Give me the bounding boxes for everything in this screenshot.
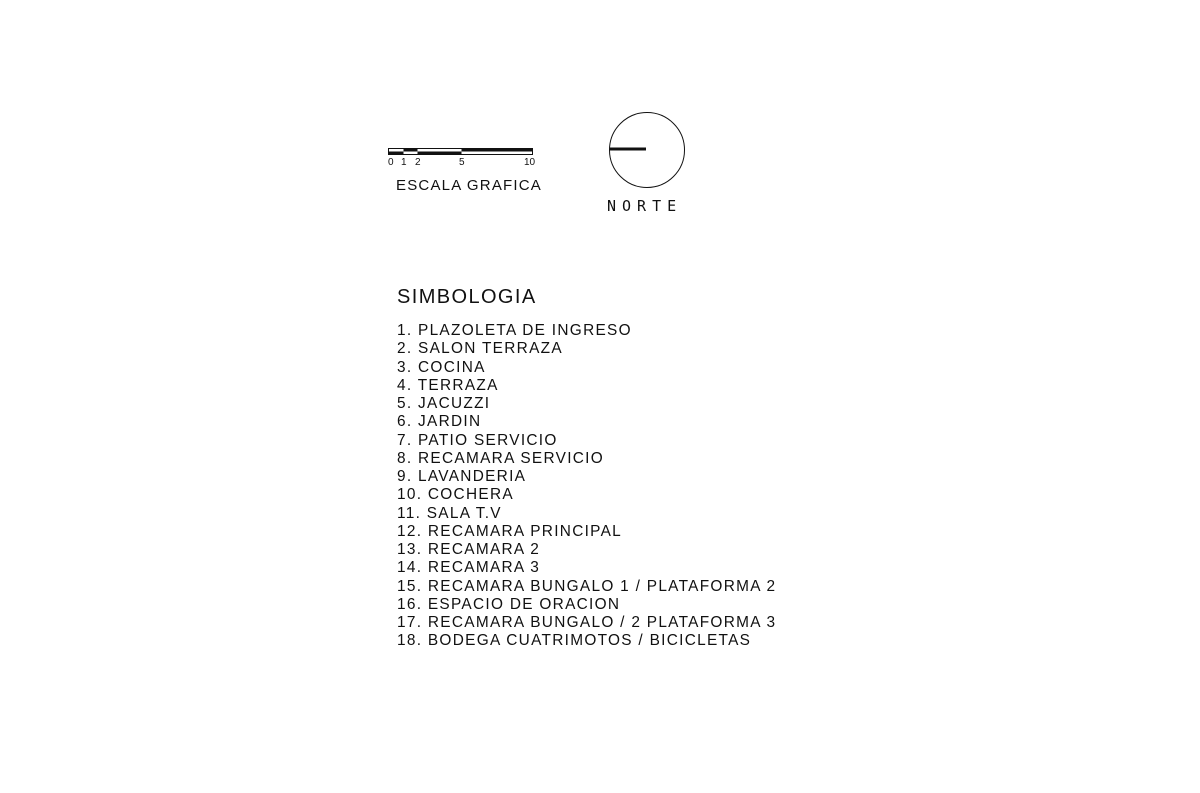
north-label: NORTE — [607, 197, 683, 215]
legend-item: 13. RECAMARA 2 — [397, 541, 541, 558]
scale-tick-label: 10 — [524, 157, 536, 168]
scale-tick-label: 1 — [401, 157, 407, 168]
legend-item: 18. BODEGA CUATRIMOTOS / BICICLETAS — [397, 632, 752, 650]
legend-item: 8. RECAMARA SERVICIO — [397, 449, 605, 467]
scale-tick-label: 2 — [415, 157, 421, 168]
legend-item: 15. RECAMARA BUNGALO 1 / PLATAFORMA 2 — [397, 577, 777, 595]
graphic-scale-bar — [386, 145, 536, 169]
scale-segment-1-2 — [404, 149, 418, 152]
legend-item: 10. COCHERA — [397, 486, 514, 504]
legend-title: SIMBOLOGIA — [397, 286, 537, 308]
legend-item: 16. ESPACIO DE ORACION — [397, 595, 621, 613]
legend-item: 12. RECAMARA PRINCIPAL — [397, 522, 623, 540]
legend-item: 7. PATIO SERVICIO — [397, 431, 558, 449]
legend-item: 3. COCINA — [397, 358, 486, 376]
scale-caption: ESCALA GRAFICA — [396, 177, 543, 194]
legend-item: 17. RECAMARA BUNGALO / 2 PLATAFORMA 3 — [397, 614, 777, 631]
legend-item: 2. SALON TERRAZA — [397, 340, 563, 358]
legend-item: 5. JACUZZI — [397, 395, 491, 412]
legend-item: 14. RECAMARA 3 — [397, 559, 541, 577]
scale-segment-0-1 — [389, 152, 404, 155]
legend-item: 1. PLAZOLETA DE INGRESO — [397, 322, 632, 339]
legend-item: 11. SALA T.V — [397, 504, 502, 522]
scale-segment-2-5 — [418, 152, 462, 155]
scale-segment-5-10 — [462, 149, 533, 152]
scale-tick-label: 5 — [459, 157, 465, 168]
legend-list — [397, 322, 776, 651]
legend-item: 4. TERRAZA — [397, 376, 499, 394]
north-arrow-icon — [604, 110, 688, 192]
scale-tick-label: 0 — [388, 157, 394, 168]
legend-item: 9. LAVANDERIA — [397, 468, 527, 485]
legend-item: 6. JARDIN — [397, 413, 482, 431]
